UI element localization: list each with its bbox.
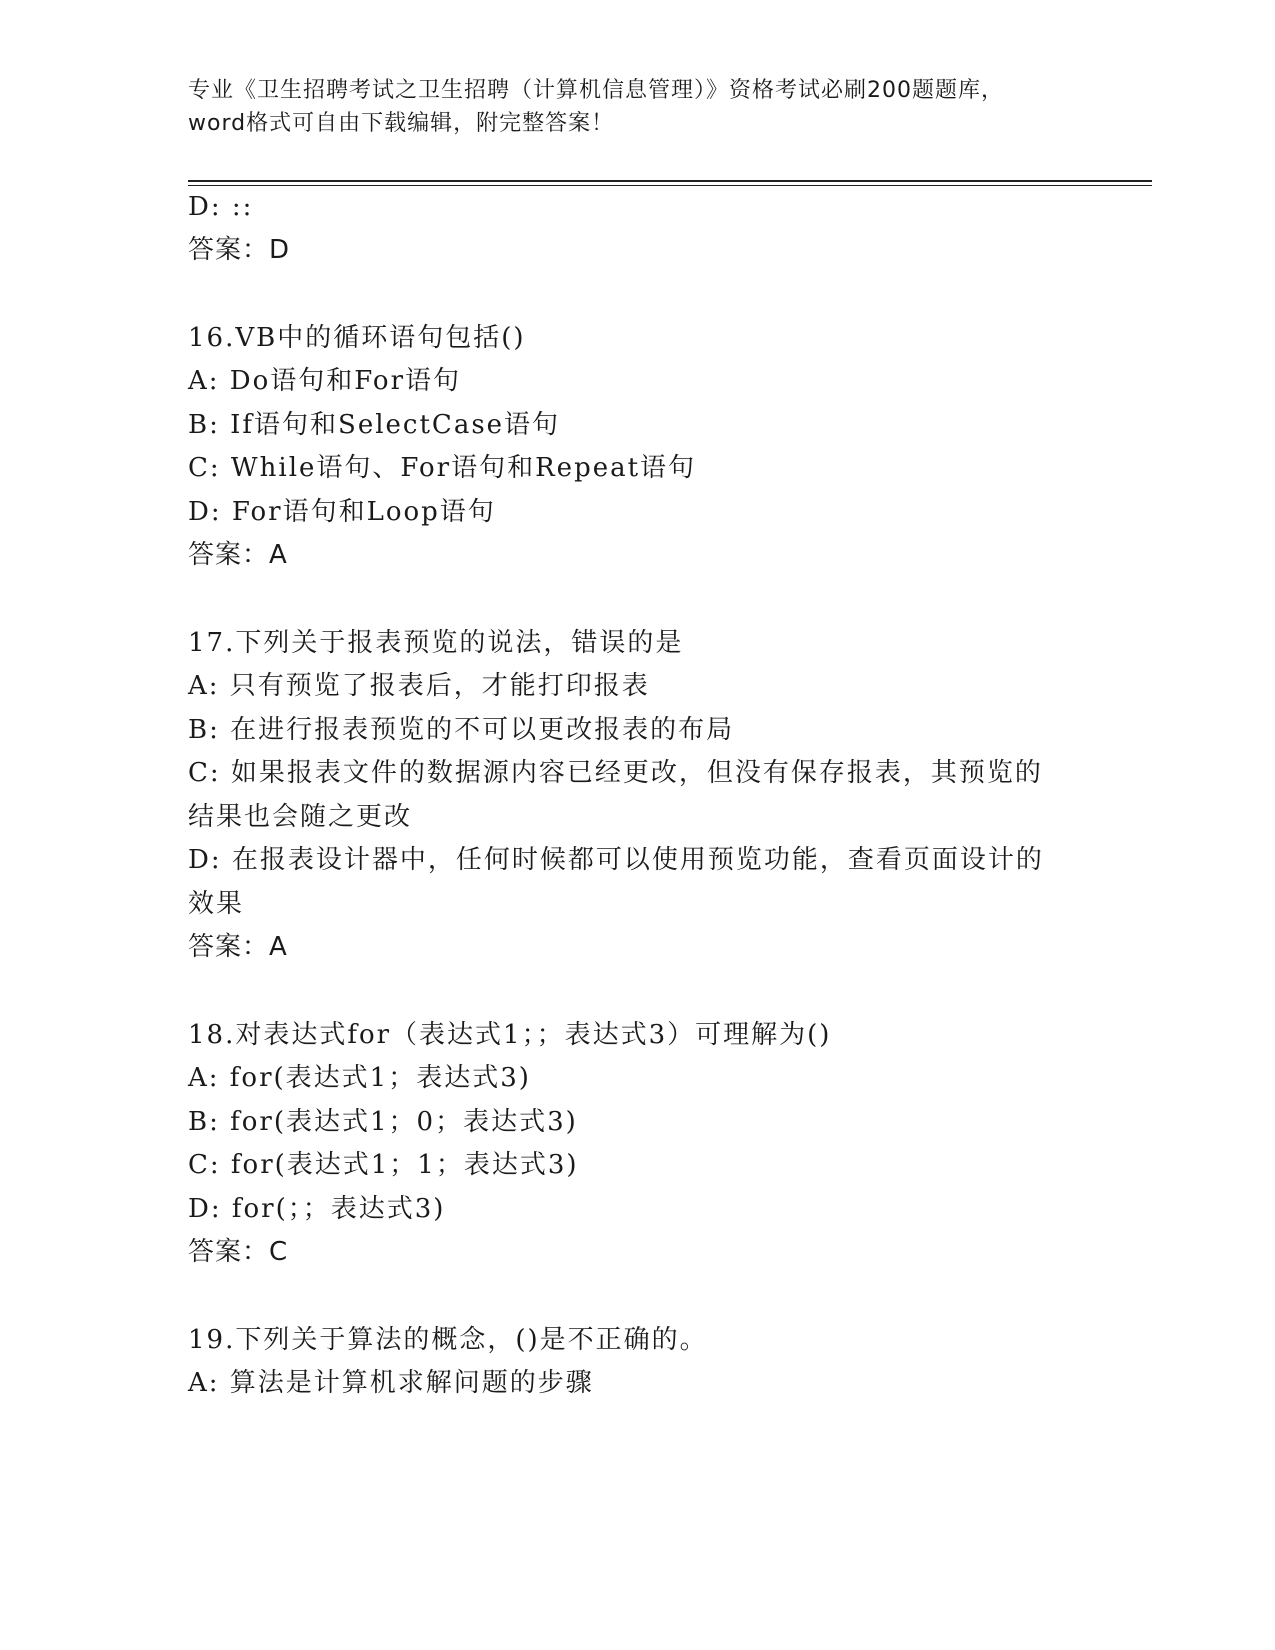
question-16-option-a: A: Do语句和For语句	[188, 366, 462, 396]
question-18-option-a: A: for(表达式1；表达式3)	[188, 1063, 531, 1093]
question-18-option-c: C: for(表达式1；1；表达式3)	[188, 1150, 579, 1180]
question-16-option-c: C: While语句、For语句和Repeat语句	[188, 453, 697, 483]
question-18-option-d: D: for(；；表达式3)	[188, 1194, 446, 1224]
question-17-text: 17.下列关于报表预览的说法，错误的是	[188, 628, 684, 658]
prev-option-d: D: ::	[188, 192, 254, 222]
question-16-answer: 答案：A	[188, 540, 288, 570]
question-18-option-b: B: for(表达式1；0；表达式3)	[188, 1107, 578, 1137]
question-17-answer: 答案：A	[188, 932, 288, 962]
question-17-option-c-line1: C: 如果报表文件的数据源内容已经更改，但没有保存报表，其预览的	[188, 758, 1043, 788]
question-17-option-d-line2: 效果	[188, 889, 245, 919]
header-title-line2: word格式可自由下载编辑，附完整答案！	[188, 111, 615, 136]
header-divider-thick	[188, 180, 1152, 182]
question-19-text: 19.下列关于算法的概念，()是不正确的。	[188, 1325, 708, 1355]
question-16-option-b: B: If语句和SelectCase语句	[188, 410, 561, 440]
header-title-line1: 专业《卫生招聘考试之卫生招聘（计算机信息管理）》资格考试必刷200题题库，	[188, 78, 1004, 103]
document-header	[188, 74, 1088, 140]
question-18-text: 18.对表达式for（表达式1；；表达式3）可理解为()	[188, 1020, 832, 1050]
question-17-option-a: A: 只有预览了报表后，才能打印报表	[188, 671, 650, 701]
question-19-option-a: A: 算法是计算机求解问题的步骤	[188, 1368, 594, 1398]
question-18-answer: 答案：C	[188, 1237, 289, 1267]
header-divider-thin	[188, 185, 1152, 186]
question-17-option-d-line1: D: 在报表设计器中，任何时候都可以使用预览功能，查看页面设计的	[188, 845, 1044, 875]
question-17-option-c-line2: 结果也会随之更改	[188, 802, 413, 832]
prev-answer: 答案：D	[188, 235, 291, 265]
question-17-option-b: B: 在进行报表预览的不可以更改报表的布局	[188, 715, 735, 745]
question-16-text: 16.VB中的循环语句包括()	[188, 323, 526, 353]
question-16-option-d: D: For语句和Loop语句	[188, 497, 496, 527]
